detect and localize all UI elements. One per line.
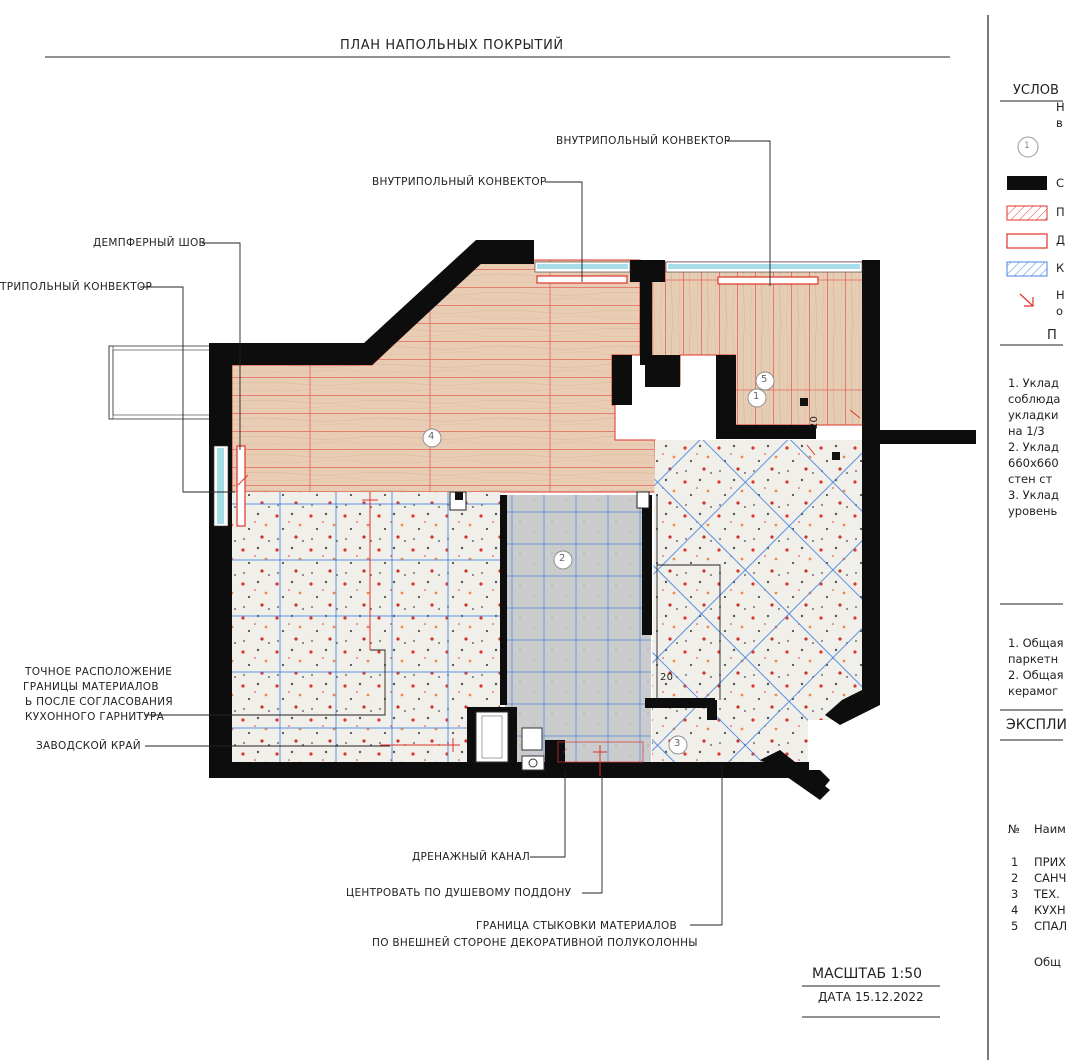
note-line: уровень <box>1008 504 1058 518</box>
note-line: укладки <box>1008 408 1059 422</box>
legend-text: Д <box>1056 233 1065 247</box>
legend-text: С <box>1056 176 1065 190</box>
legend-text: в <box>1056 116 1063 130</box>
explication-col-name: Наим <box>1034 822 1066 836</box>
legend-arrow-icon <box>1020 294 1033 306</box>
explication-row-name: ТЕХ. <box>1034 887 1060 901</box>
balcony <box>109 346 217 419</box>
room-number-1: 1 <box>753 391 760 402</box>
room-number-3: 3 <box>674 738 681 749</box>
legend-wall-swatch <box>1007 176 1047 190</box>
room-number-4: 4 <box>428 431 435 442</box>
legend-heading: УСЛОВ <box>1013 83 1059 98</box>
explication-row-number: 5 <box>1011 919 1019 933</box>
scale-label: МАСШТАБ 1:50 <box>812 966 923 982</box>
drawing-title: ПЛАН НАПОЛЬНЫХ ПОКРЫТИЙ <box>340 38 564 53</box>
legend-tile-swatch <box>1007 262 1047 276</box>
legend-text: о <box>1056 304 1064 318</box>
explication-row-number: 1 <box>1011 855 1019 869</box>
note-line: 3. Уклад <box>1008 488 1059 502</box>
note-line: 660х660 <box>1008 456 1059 470</box>
legend-parquet-swatch <box>1007 206 1047 220</box>
note2-line: 2. Общая <box>1008 668 1064 682</box>
callout-material-border-2: ПО ВНЕШНЕЙ СТОРОНЕ ДЕКОРАТИВНОЙ ПОЛУКОЛОННЫ <box>372 937 698 949</box>
room-number-5: 5 <box>761 374 768 385</box>
explication-row-name: СПАЛ <box>1034 919 1067 933</box>
note-line: стен ст <box>1008 472 1053 486</box>
explication-total: Общ <box>1034 955 1061 969</box>
callout-convector-top-mid: ВНУТРИПОЛЬНЫЙ КОНВЕКТОР <box>372 176 547 188</box>
legend-convector-swatch <box>1007 234 1047 248</box>
explication-row-number: 4 <box>1011 903 1019 917</box>
callout-border-note-4: КУХОННОГО ГАРНИТУРА <box>25 711 165 723</box>
room-number-2: 2 <box>559 553 566 564</box>
callout-convector-top-right: ВНУТРИПОЛЬНЫЙ КОНВЕКТОР <box>556 135 731 147</box>
explication-row-name: ПРИХ <box>1034 855 1067 869</box>
callout-border-note-3: Ь ПОСЛЕ СОГЛАСОВАНИЯ <box>25 696 174 708</box>
legend-text: К <box>1056 261 1065 275</box>
callout-material-border-1: ГРАНИЦА СТЫКОВКИ МАТЕРИАЛОВ <box>476 920 678 932</box>
note-line: соблюда <box>1008 392 1061 406</box>
explication-row-number: 2 <box>1011 871 1019 885</box>
legend-marker-number: 1 <box>1024 141 1030 151</box>
note-line: 1. Уклад <box>1008 376 1059 390</box>
callout-border-note-1: ТОЧНОЕ РАСПОЛОЖЕНИЕ <box>25 666 173 678</box>
explication-col-number: № <box>1008 822 1020 836</box>
legend-text: Н <box>1056 100 1065 114</box>
explication-heading: ЭКСПЛИ <box>1006 717 1067 733</box>
legend-text: П <box>1056 205 1065 219</box>
note-line: на 1/3 <box>1008 424 1045 438</box>
explication-row-name: САНЧ <box>1034 871 1067 885</box>
dimension-label: 20 <box>660 672 674 683</box>
explication-row-name: КУХН <box>1034 903 1066 917</box>
callout-center-shower: ЦЕНТРОВАТЬ ПО ДУШЕВОМУ ПОДДОНУ <box>346 887 572 899</box>
legend-text: Н <box>1056 288 1065 302</box>
explication-row-number: 3 <box>1011 887 1019 901</box>
callout-damper-seam: ДЕМПФЕРНЫЙ ШОВ <box>93 237 207 249</box>
callout-border-note-2: ГРАНИЦЫ МАТЕРИАЛОВ <box>23 681 159 693</box>
callout-convector-left: ТРИПОЛЬНЫЙ КОНВЕКТОР <box>0 281 153 293</box>
notes-heading: П <box>1047 328 1057 343</box>
date-label: ДАТА 15.12.2022 <box>818 990 924 1004</box>
note2-line: паркетн <box>1008 652 1059 666</box>
note-line: 2. Уклад <box>1008 440 1059 454</box>
note2-line: 1. Общая <box>1008 636 1064 650</box>
callout-drain-channel: ДРЕНАЖНЫЙ КАНАЛ <box>412 851 531 863</box>
bathroom-tile-floor <box>505 495 651 765</box>
dimension-label: 20 <box>809 415 821 430</box>
callout-factory-edge: ЗАВОДСКОЙ КРАЙ <box>36 740 141 752</box>
note2-line: керамог <box>1008 684 1059 698</box>
